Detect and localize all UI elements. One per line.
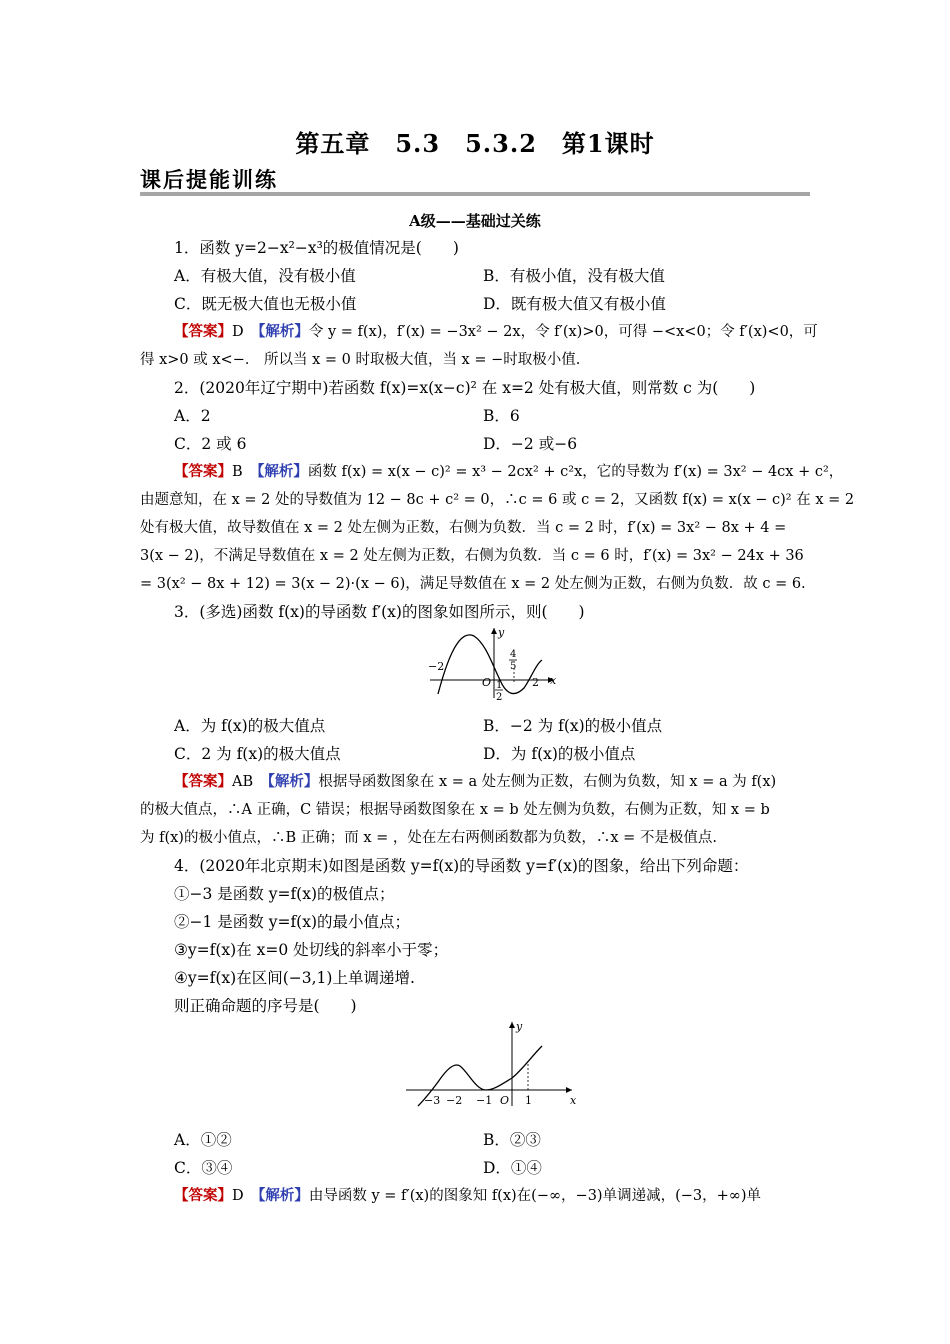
level-heading: A级——基础过关练 xyxy=(409,212,541,230)
frac-one: 1 xyxy=(496,680,503,691)
frac-five: 5 xyxy=(510,661,517,672)
tick-two: 2 xyxy=(532,676,539,689)
q4-option-c: C．③④ xyxy=(174,1159,233,1177)
answer-label: 【答案】 xyxy=(174,323,232,340)
origin-label: O xyxy=(482,676,492,689)
q2-analysis-4: 3(x − 2)，不满足导数值在 x = 2 处左侧为正数，右侧为负数．当 c = 6 时，f′(x) = 3x² − 24x + 36 xyxy=(140,548,804,564)
divider xyxy=(140,192,810,196)
tick-neg-three: −3 xyxy=(424,1094,441,1107)
q1-option-b: B．有极小值，没有极大值 xyxy=(483,267,665,285)
q2-analysis-5: = 3(x² − 8x + 12) = 3(x − 2)·(x − 6)，满足导数值在 x = 2 处左侧为正数，右侧为负数．故 c = 6. xyxy=(140,576,806,592)
q1-answer: D xyxy=(232,324,244,340)
q2-analysis-2: 由题意知，在 x = 2 处的导数值为 12 − 8c + c² = 0，∴c = 6 或 c = 2，又函数 f(x) = x(x − c)² 在 x = 2 xyxy=(140,492,855,508)
frac-two: 2 xyxy=(496,692,503,703)
x-axis-label: x xyxy=(550,674,557,687)
q2-answer-line xyxy=(174,462,843,482)
frac-four: 4 xyxy=(510,649,517,660)
q3-analysis-3: 为 f(x)的极小值点，∴B 正确；而 x = ，处在左右两侧函数都为负数，∴x = 不是极值点. xyxy=(140,830,718,846)
q2-analysis-3: 处有极大值，故导数值在 x = 2 处左侧为正数，右侧为负数．当 c = 2 时，f′(x) = 3x² − 8x + 4 = xyxy=(140,520,787,536)
q2-option-a: A．2 xyxy=(174,407,211,425)
q4-stem: 4．(2020年北京期末)如图是函数 y=f(x)的导函数 y=f′(x)的图象，给出下列命题： xyxy=(174,857,749,875)
q4-answer-line xyxy=(174,1186,761,1206)
answer-label: 【答案】 xyxy=(174,463,232,480)
q1-analysis-2: 得 x>0 或 x<−． 所以当 x = 0 时取极大值，当 x = −时取极小值. xyxy=(140,352,581,368)
answer-label: 【答案】 xyxy=(174,773,232,790)
q3-option-c: C．2 为 f(x)的极大值点 xyxy=(174,745,341,763)
q3-analysis-1: 根据导函数图象在 x = a 处左侧为正数，右侧为负数，知 x = a 为 f(x) xyxy=(318,774,777,790)
tick-neg-two: −2 xyxy=(446,1094,463,1107)
q4-proposition-2: ②−1 是函数 y=f(x)的最小值点； xyxy=(174,913,411,931)
q4-answer: D xyxy=(232,1188,244,1204)
section-heading: 课后提能训练 xyxy=(140,167,278,192)
tick-one: 1 xyxy=(525,1094,532,1107)
q4-option-d: D．①④ xyxy=(483,1159,542,1177)
origin-label: O xyxy=(500,1094,510,1107)
q4-option-b: B．②③ xyxy=(483,1131,541,1149)
q1-option-a: A．有极大值，没有极小值 xyxy=(174,267,356,285)
q4-derivative-graph xyxy=(404,1018,584,1110)
analysis-label: 【解析】 xyxy=(258,323,309,340)
q3-answer-line xyxy=(174,772,776,792)
q4-proposition-3: ③y=f(x)在 x=0 处切线的斜率小于零； xyxy=(174,941,449,959)
y-axis-label: y xyxy=(516,1020,523,1033)
analysis-label: 【解析】 xyxy=(258,1187,309,1204)
q3-option-b: B．−2 为 f(x)的极小值点 xyxy=(483,717,663,735)
q3-stem: 3．(多选)函数 f(x)的导函数 f′(x)的图象如图所示，则( ) xyxy=(174,603,585,621)
answer-label: 【答案】 xyxy=(174,1187,232,1204)
q4-proposition-4: ④y=f(x)在区间(−3,1)上单调递增. xyxy=(174,969,415,987)
q1-option-c: C．既无极大值也无极小值 xyxy=(174,295,357,313)
q2-option-c: C．2 或 6 xyxy=(174,435,247,453)
q3-option-a: A．为 f(x)的极大值点 xyxy=(174,717,326,735)
q3-analysis-2: 的极大值点，∴A 正确，C 错误；根据导函数图象在 x = b 处左侧为负数，右侧为正数，知 x = b xyxy=(140,802,770,818)
q3-derivative-graph xyxy=(426,624,566,704)
x-axis-label: x xyxy=(570,1094,577,1107)
q1-stem: 1．函数 y=2−x²−x³的极值情况是( ) xyxy=(174,239,459,257)
tick-neg-one: −1 xyxy=(476,1094,493,1107)
q4-proposition-1: ①−3 是函数 y=f(x)的极值点； xyxy=(174,885,395,903)
q1-answer-line xyxy=(174,322,818,342)
q4-ask: 则正确命题的序号是( ) xyxy=(174,997,357,1015)
page-title: 第五章 5.3 5.3.2 第1课时 xyxy=(295,129,655,158)
q2-option-d: D．−2 或−6 xyxy=(483,435,578,453)
analysis-label: 【解析】 xyxy=(267,773,319,790)
analysis-label: 【解析】 xyxy=(257,463,308,480)
q2-answer: B xyxy=(232,464,243,480)
q4-option-a: A．①② xyxy=(174,1131,232,1149)
tick-neg-two: −2 xyxy=(428,660,445,673)
q2-stem: 2．(2020年辽宁期中)若函数 f(x)=x(x−c)² 在 x=2 处有极大值，则常数 c 为( ) xyxy=(174,379,756,397)
q1-analysis-1: 令 y = f(x)，f′(x) = −3x² − 2x，令 f′(x)>0，可得 −<x<0；令 f′(x)<0，可 xyxy=(308,324,818,340)
y-axis-label: y xyxy=(498,626,505,639)
q3-option-d: D．为 f(x)的极小值点 xyxy=(483,745,636,763)
q3-answer: AB xyxy=(232,774,254,790)
q2-option-b: B．6 xyxy=(483,407,520,425)
q4-analysis-1: 由导函数 y = f′(x)的图象知 f(x)在(−∞，−3)单调递减，(−3，+∞)单 xyxy=(308,1188,762,1204)
q2-analysis-1: 函数 f(x) = x(x − c)² = x³ − 2cx² + c²x，它的导数为 f′(x) = 3x² − 4cx + c²， xyxy=(307,464,844,480)
q1-option-d: D．既有极大值又有极小值 xyxy=(483,295,666,313)
